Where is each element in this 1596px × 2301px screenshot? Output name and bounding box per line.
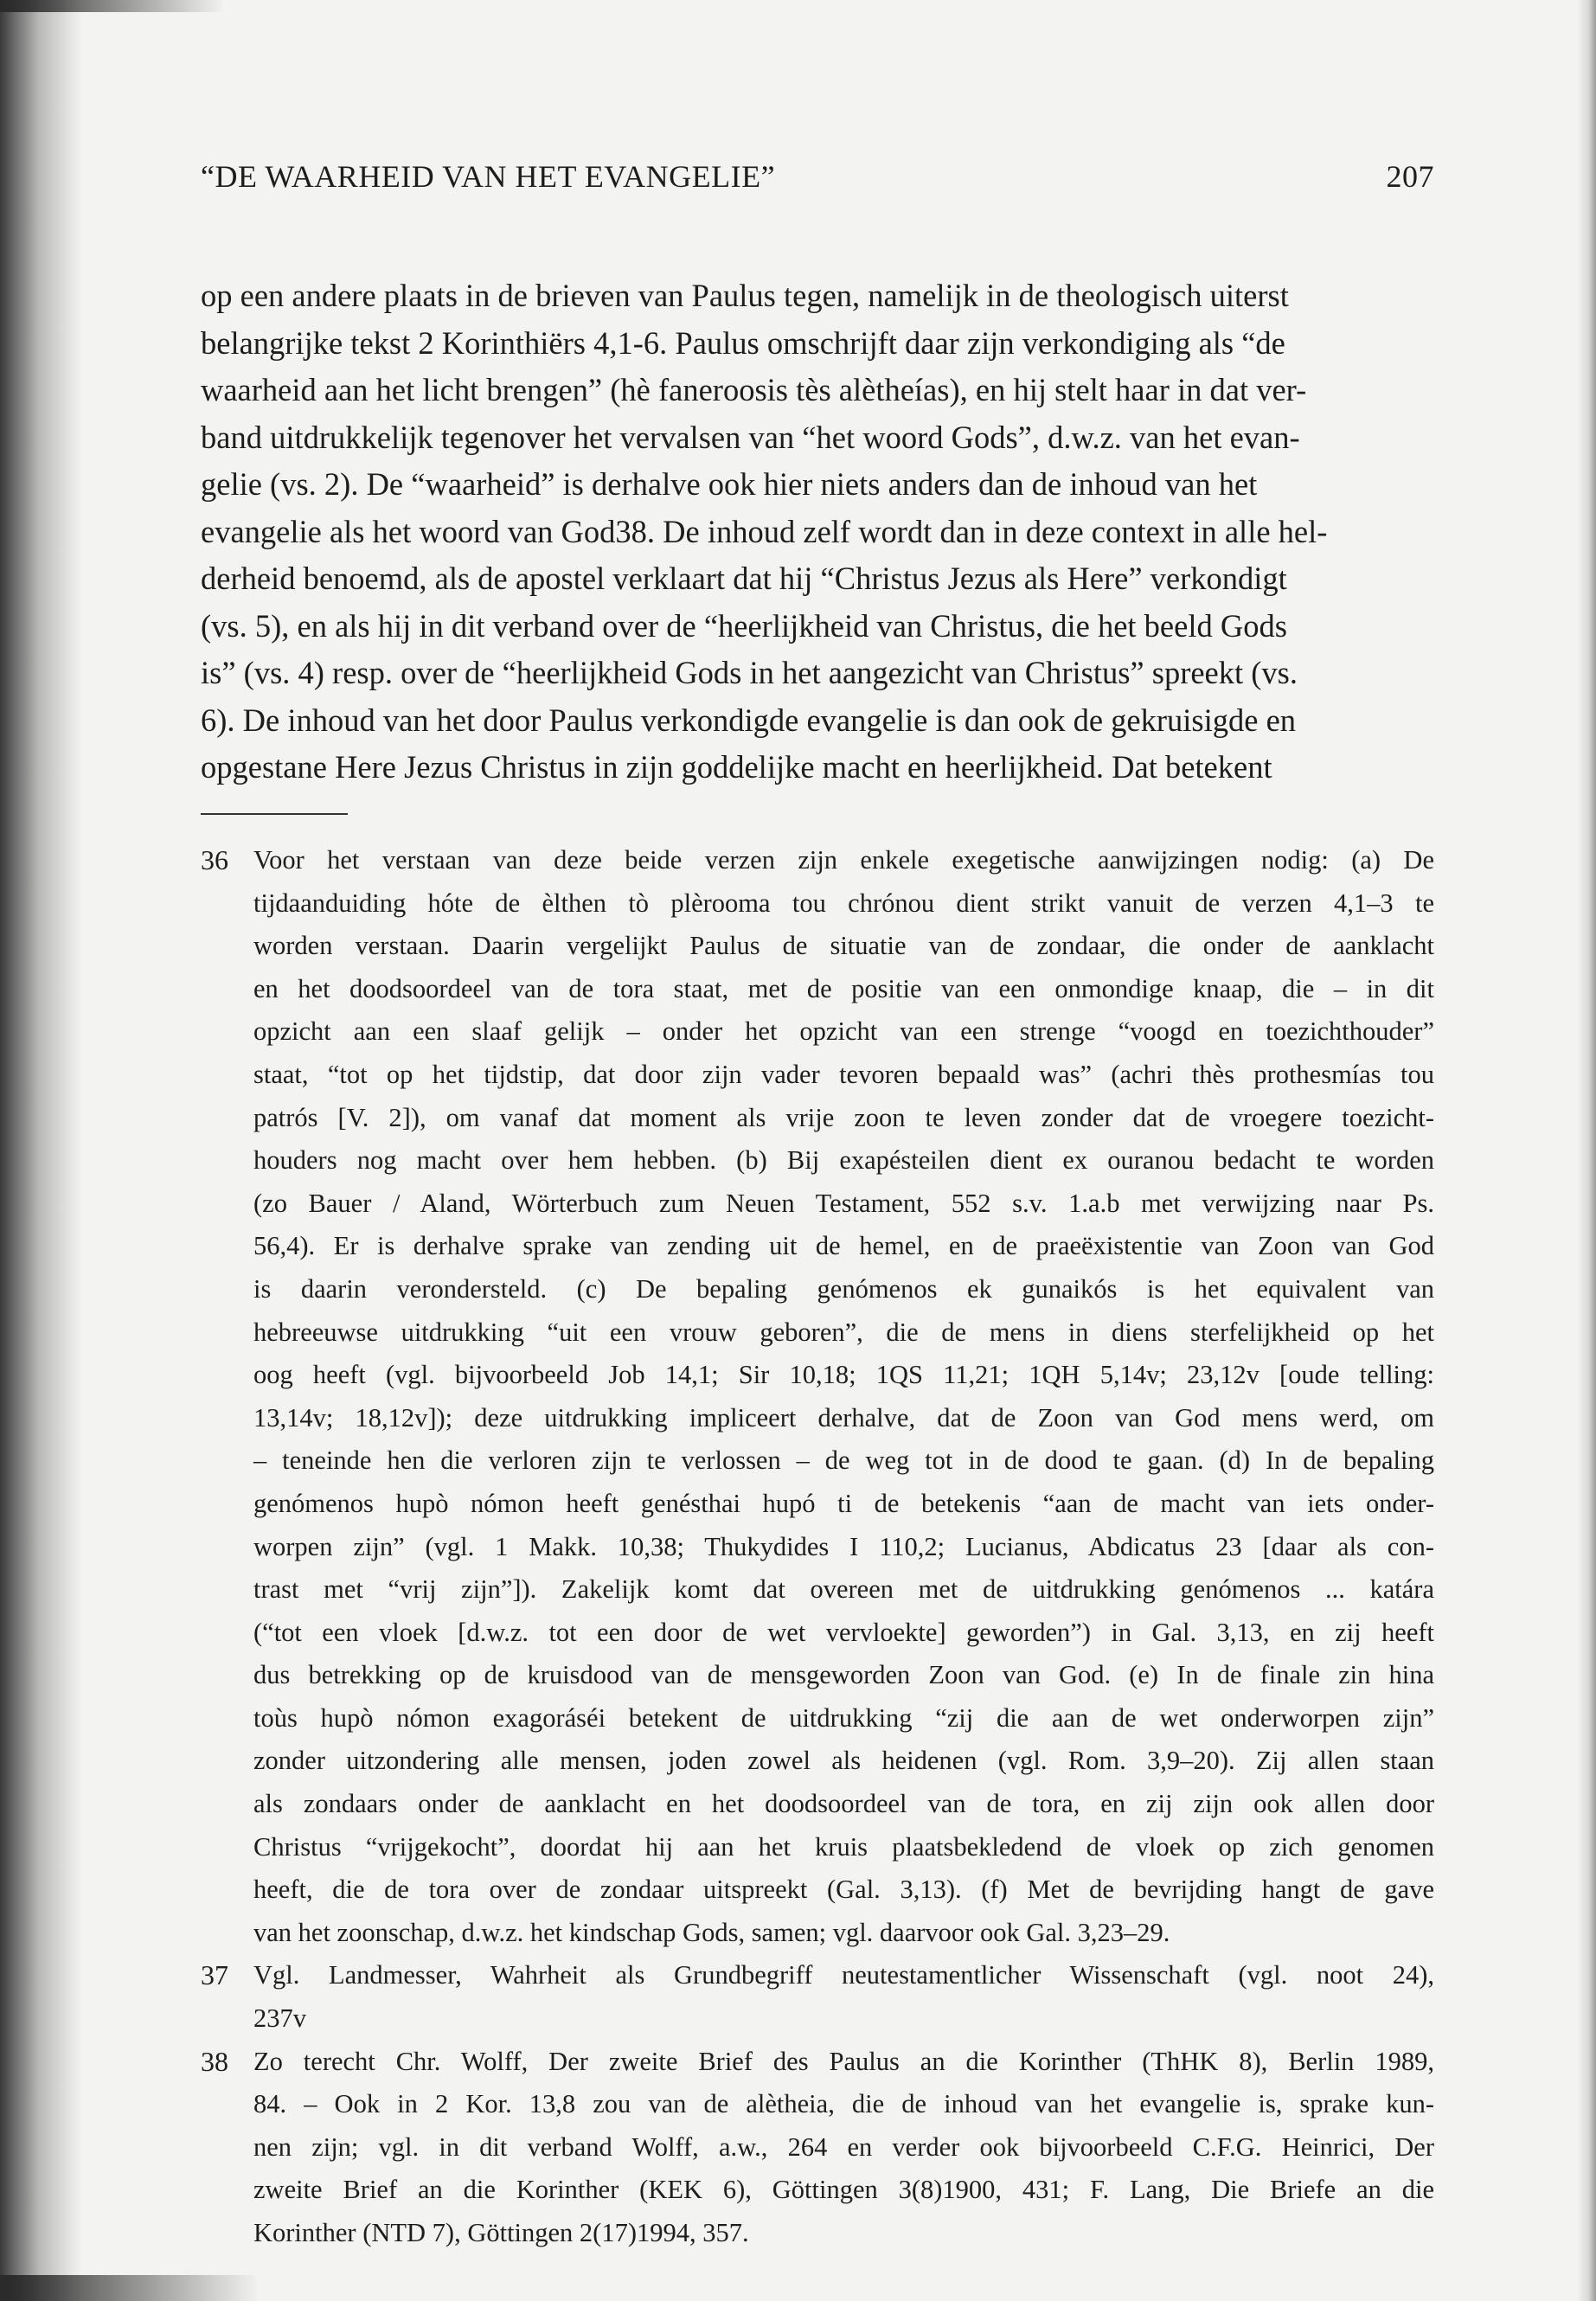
footnote-line: opzicht aan een slaaf gelijk – onder het opzicht van een strenge “voogd en toezichthouder” (253, 1016, 1434, 1047)
body-line: is” (vs. 4) resp. over de “heerlijkheid Gods in het aangezicht van Christus” spreekt (vs. (201, 655, 1298, 690)
running-title: “DE WAARHEID VAN HET EVANGELIE” (201, 159, 776, 194)
footnote-line: dus betrekking op de kruisdood van de mensgeworden Zoon van God. (e) In de finale zin hina (253, 1660, 1434, 1690)
footnote-line: toùs hupò nómon exagoráséi betekent de uitdrukking “zij die aan de wet onderworpen zijn” (253, 1702, 1434, 1733)
footnote-line: worden verstaan. Daarin vergelijkt Paulus de situatie van de zondaar, die onder de aanklacht (253, 931, 1434, 961)
footnote-number: 38 (201, 2045, 228, 2077)
footnote-rule (201, 813, 348, 815)
body-line: op een andere plaats in de brieven van Paulus tegen, namelijk in de theologisch uiterst (201, 278, 1289, 313)
footnote-line: en het doodsoordeel van de tora staat, met de positie van een onmondige knaap, die – in dit (253, 973, 1434, 1003)
footnote-line: worpen zijn” (vgl. 1 Makk. 10,38; Thukydides I 110,2; Lucianus, Abdicatus 23 [daar als con- (253, 1531, 1434, 1561)
body-line: 6). De inhoud van het door Paulus verkondigde evangelie is dan ook de gekruisigde en (201, 702, 1297, 738)
body-line: evangelie als het woord van God38. De inhoud zelf wordt dan in deze context in alle hel- (201, 513, 1328, 549)
footnote-line: Christus “vrijgekocht”, doordat hij aan het kruis plaatsbekledend de vloek op zich genomen (253, 1831, 1434, 1862)
body-line: band uitdrukkelijk tegenover het vervalsen van “het woord Gods”, d.w.z. van het evan- (201, 419, 1300, 455)
footnote-line: Zo terecht Chr. Wolff, Der zweite Brief des Paulus an die Korinther (ThHK 8), Berlin 1989, (253, 2046, 1434, 2076)
footnote-number: 36 (201, 844, 228, 875)
footnote-line: oog heeft (vgl. bijvoorbeeld Job 14,1; Sir 10,18; 1QS 11,21; 1QH 5,14v; 23,12v [oude telling: (253, 1360, 1434, 1390)
footnote-line: patrós [V. 2]), om vanaf dat moment als vrije zoon te leven zonder dat de vroegere toezicht- (253, 1102, 1434, 1132)
body-line: (vs. 5), en als hij in dit verband over de “heerlijkheid van Christus, die het beeld Gods (201, 607, 1287, 644)
body-line: gelie (vs. 2). De “waarheid” is derhalve ook hier niets anders dan de inhoud van het (201, 466, 1258, 502)
binding-shadow (0, 0, 82, 2301)
footnote-line: tijdaanduiding hóte de èlthen tò plèrooma tou chrónou dient strikt vanuit de verzen 4,1–3 te (253, 888, 1434, 918)
footnote-line: heeft, die de tora over de zondaar uitspreekt (Gal. 3,13). (f) Met de bevrijding hangt de gave (253, 1875, 1434, 1905)
footnote-line: hebreeuwse uitdrukking “uit een vrouw geboren”, die de mens in diens sterfelijkheid op het (253, 1317, 1434, 1347)
footnote-line: als zondaars onder de aanklacht en het doodsoordeel van de tora, en zij zijn ook allen door (253, 1789, 1434, 1819)
footnote-line: nen zijn; vgl. in dit verband Wolff, a.w., 264 en verder ook bijvoorbeeld C.F.G. Heinrici, Der (253, 2131, 1434, 2162)
footnote-line: van het zoonschap, d.w.z. het kindschap Gods, samen; vgl. daarvoor ook Gal. 3,23–29. (253, 1917, 1170, 1947)
footnote-line: Vgl. Landmesser, Wahrheit als Grundbegriff neutestamentlicher Wissenschaft (vgl. noot 24), (253, 1960, 1434, 1990)
footnote-38 (201, 2041, 1434, 2255)
footnote-number: 37 (201, 1959, 228, 1991)
body-line: belangrijke tekst 2 Korinthiërs 4,1-6. Paulus omschrijft daar zijn verkondiging als “de (201, 324, 1285, 361)
body-line: derheid benoemd, als de apostel verklaart dat hij “Christus Jezus als Here” verkondigt (201, 561, 1287, 596)
footnote-37 (201, 1954, 1434, 2040)
footnote-line: 13,14v; 18,12v]); deze uitdrukking impliceert derhalve, dat de Zoon van God mens werd, om (253, 1402, 1434, 1433)
footnote-36 (201, 839, 1434, 1954)
footnote-line: 84. – Ook in 2 Kor. 13,8 zou van de alètheia, die de inhoud van het evangelie is, sprake kun- (253, 2089, 1434, 2119)
footnote-line: zonder uitzondering alle mensen, joden zowel als heidenen (vgl. Rom. 3,9–20). Zij allen staan (253, 1746, 1434, 1776)
footnote-line: (“tot een vloek [d.w.z. tot een door de wet vervloekte] geworden”) in Gal. 3,13, en zij heeft (253, 1617, 1434, 1647)
footnotes (201, 839, 1434, 2255)
footnote-line: 237v (253, 2003, 306, 2034)
footnote-line: is daarin verondersteld. (c) De bepaling genómenos ek gunaikós is het equivalent van (253, 1273, 1434, 1304)
scan-edge-top (0, 0, 225, 12)
body-line: opgestane Here Jezus Christus in zijn goddelijke macht en heerlijkheid. Dat betekent (201, 749, 1272, 785)
body-paragraph (201, 272, 1434, 792)
page-edge-right (1577, 0, 1596, 2301)
footnote-line: houders nog macht over hem hebben. (b) Bij exapésteilen dient ex ouranou bedacht te worden (253, 1145, 1434, 1176)
footnote-line: genómenos hupò nómon heeft genésthai hupó ti de betekenis “aan de macht van iets onder- (253, 1488, 1434, 1518)
footnote-line: trast met “vrij zijn”]). Zakelijk komt dat overeen met de uitdrukking genómenos ... katára (253, 1574, 1434, 1605)
body-line: waarheid aan het licht brengen” (hè faneroosis tès alètheías), en hij stelt haar in dat ver- (201, 372, 1307, 407)
scan-edge-bottom (0, 2275, 260, 2301)
footnote-line: Korinther (NTD 7), Göttingen 2(17)1994, 357. (253, 2218, 749, 2247)
footnote-line: 56,4). Er is derhalve sprake van zending uit de hemel, en de praeëxistentie van Zoon van God (253, 1231, 1434, 1261)
footnote-line: zweite Brief an die Korinther (KEK 6), Göttingen 3(8)1900, 431; F. Lang, Die Briefe an die (253, 2175, 1434, 2205)
footnote-line: Voor het verstaan van deze beide verzen zijn enkele exegetische aanwijzingen nodig: (a) De (253, 845, 1434, 875)
footnote-line: – teneinde hen die verloren zijn te verlossen – de weg tot in de dood te gaan. (d) In de bepaling (253, 1445, 1434, 1476)
footnote-line: (zo Bauer / Aland, Wörterbuch zum Neuen Testament, 552 s.v. 1.a.b met verwijzing naar Ps. (253, 1188, 1434, 1218)
page-number: 207 (1386, 159, 1434, 194)
footnote-line: staat, “tot op het tijdstip, dat door zijn vader tevoren bepaald was” (achri thès prothesmías tou (253, 1059, 1434, 1089)
